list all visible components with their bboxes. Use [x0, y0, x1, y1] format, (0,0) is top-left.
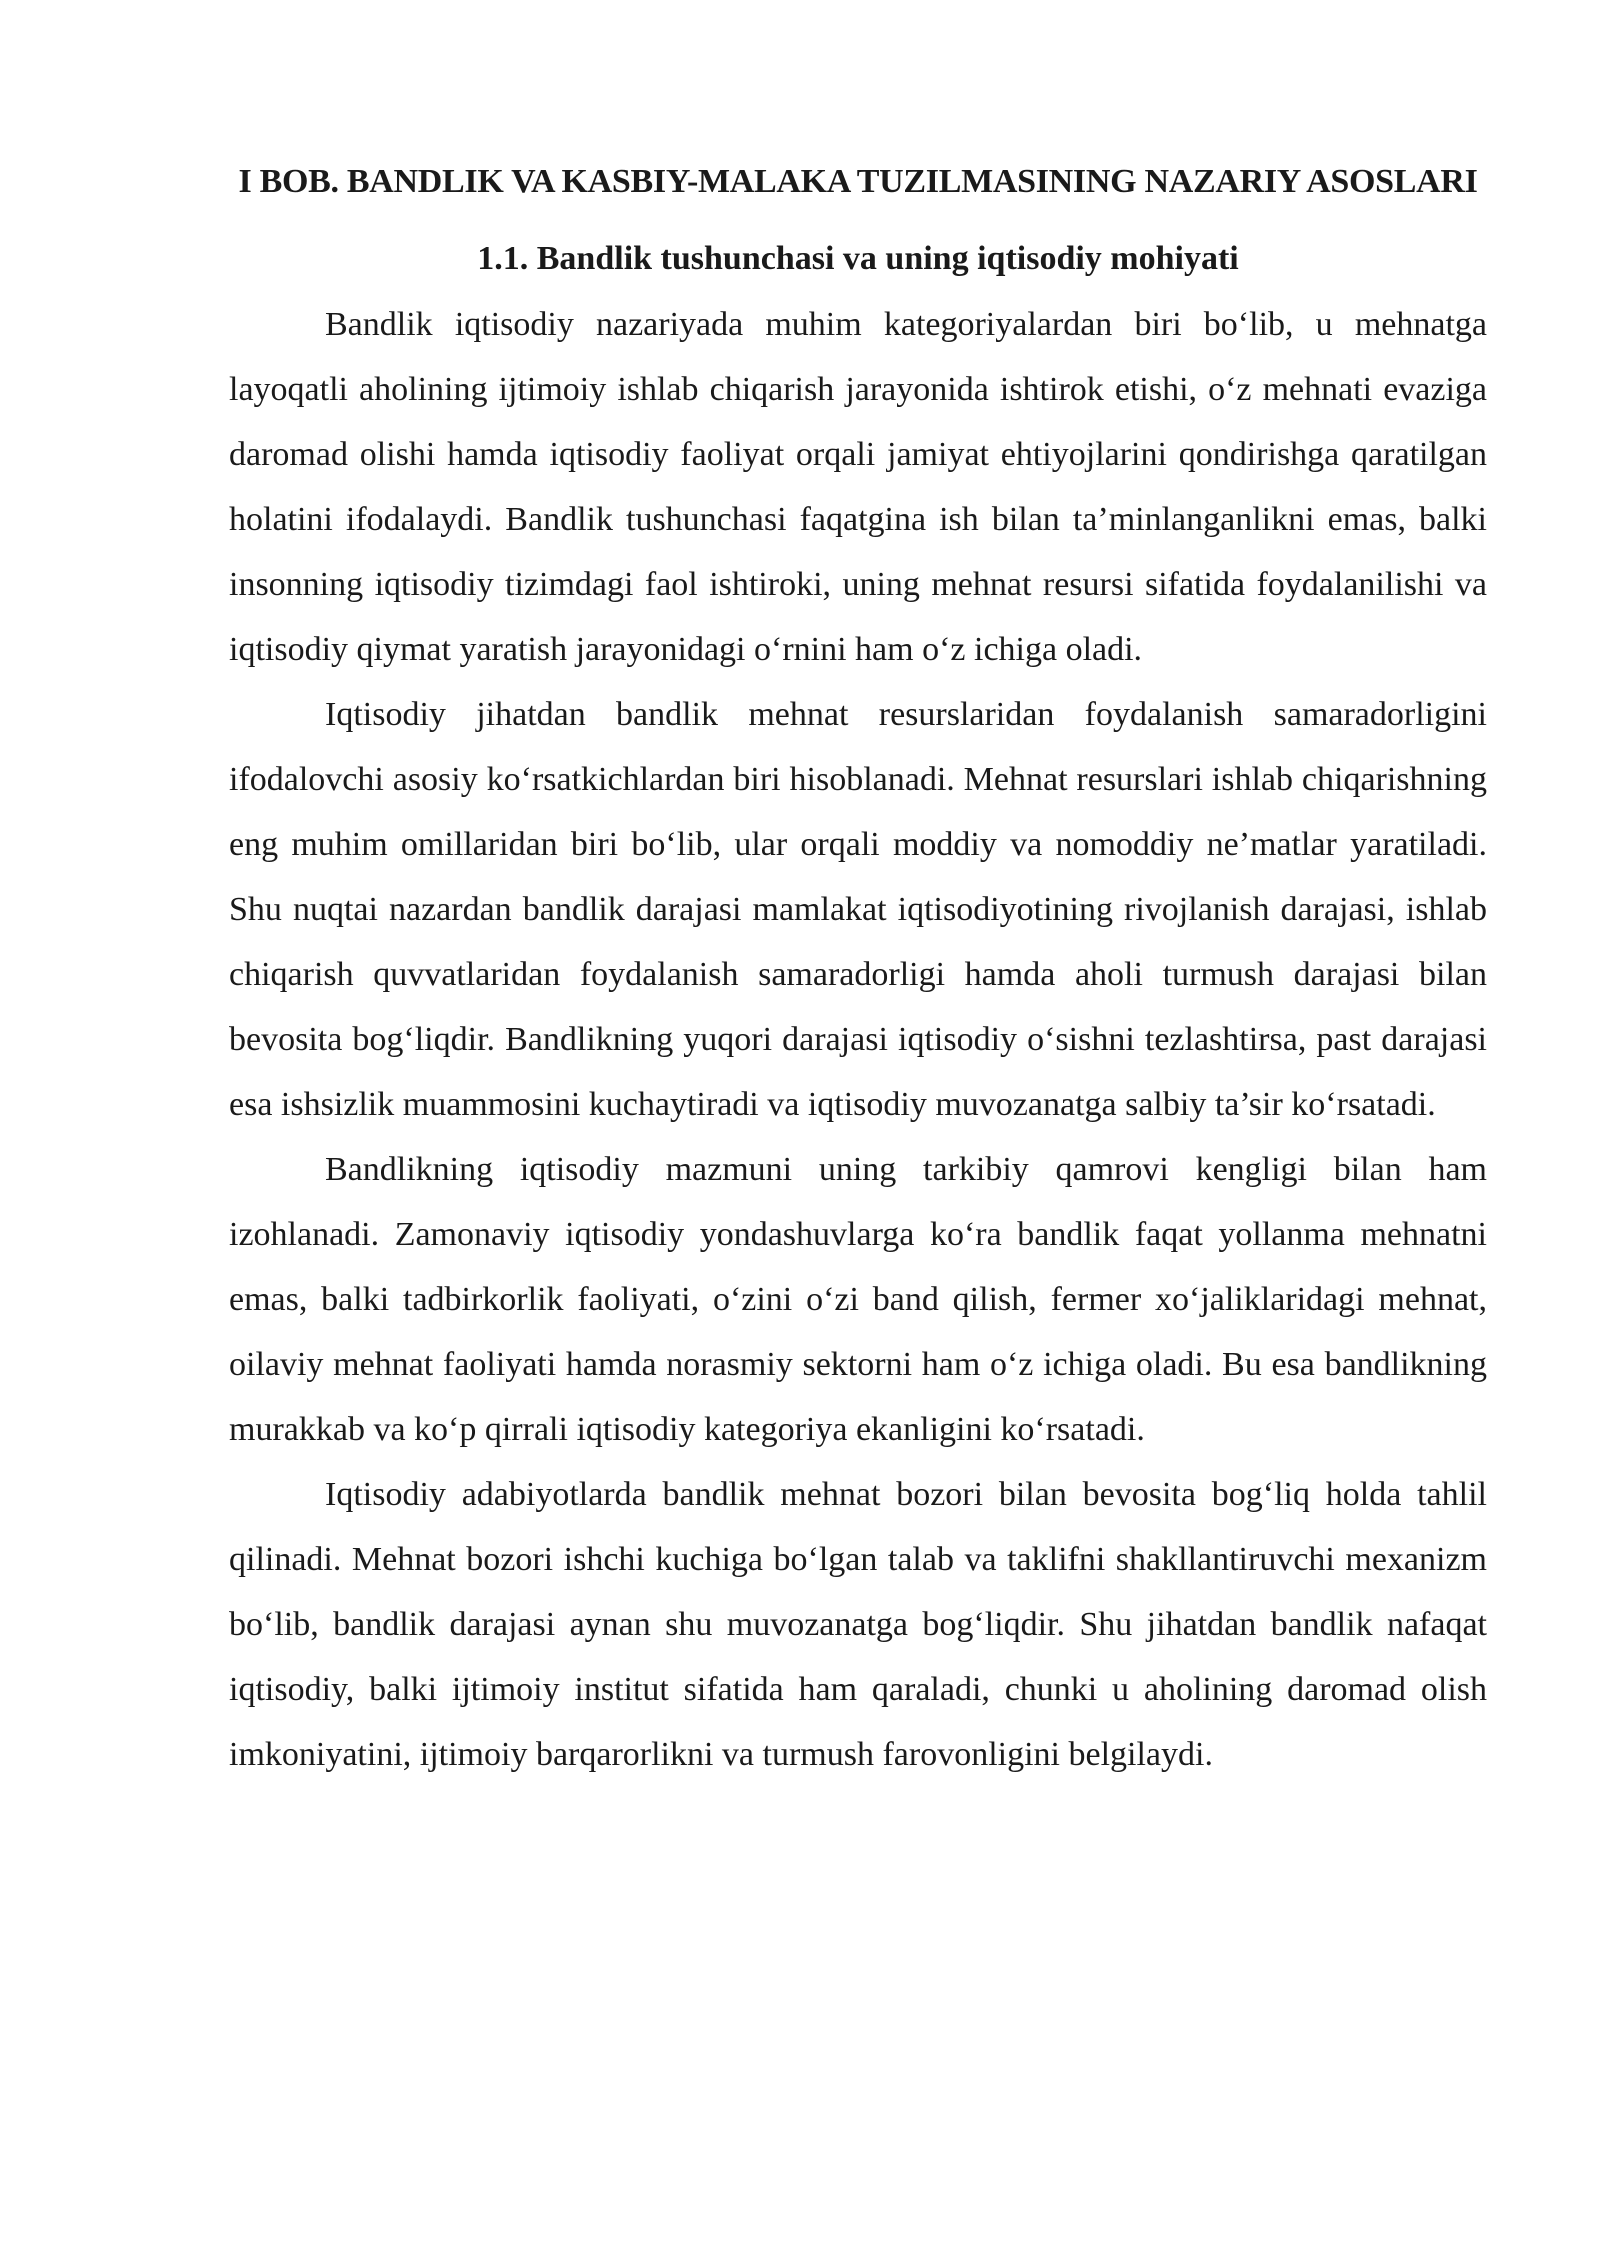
body-paragraph: Bandlikning iqtisodiy mazmuni uning tarkibiy qamrovi kengligi bilan ham izohlanadi. Zamonaviy iqtisodiy yondashuvlarga ko‘ra bandlik faqat yollanma mehnatni emas, balki tadbirkorlik faoliyati, o‘zini o‘zi band qilish, fermer xo‘jaliklaridagi mehnat, oilaviy mehnat faoliyati hamda norasmiy sektorni ham o‘z ichiga oladi. Bu esa bandlikning murakkab va ko‘p qirrali iqtisodiy kategoriya ekanligini ko‘rsatadi.: [229, 1151, 1487, 1448]
body-paragraph: Bandlik iqtisodiy nazariyada muhim kategoriyalardan biri bo‘lib, u mehnatga layoqatli aholining ijtimoiy ishlab chiqarish jarayonida ishtirok etishi, o‘z mehnati evaziga daromad olishi hamda iqtisodiy faoliyat orqali jamiyat ehtiyojlarini qondirishga qaratilgan holatini ifodalaydi. Bandlik tushunchasi faqatgina ish bilan ta’minlanganlikni emas, balki insonning iqtisodiy tizimdagi faol ishtiroki, uning mehnat resursi sifatida foydalanilishi va iqtisodiy qiymat yaratish jarayonidagi o‘rnini ham o‘z ichiga oladi.: [229, 306, 1487, 668]
body-paragraph: Iqtisodiy adabiyotlarda bandlik mehnat bozori bilan bevosita bog‘liq holda tahlil qilinadi. Mehnat bozori ishchi kuchiga bo‘lgan talab va taklifni shakllantiruvchi mexanizm bo‘lib, bandlik darajasi aynan shu muvozanatga bog‘liqdir. Shu jihatdan bandlik nafaqat iqtisodiy, balki ijtimoiy institut sifatida ham qaraladi, chunki u aholining daromad olish imkoniyatini, ijtimoiy barqarorlikni va turmush farovonligini belgilaydi.: [229, 1476, 1487, 1773]
page-content: [229, 148, 1487, 1787]
body-paragraph: Iqtisodiy jihatdan bandlik mehnat resurslaridan foydalanish samaradorligini ifodalovchi asosiy ko‘rsatkichlardan biri hisoblanadi. Mehnat resurslari ishlab chiqarishning eng muhim omillaridan biri bo‘lib, ular orqali moddiy va nomoddiy ne’matlar yaratiladi. Shu nuqtai nazardan bandlik darajasi mamlakat iqtisodiyotining rivojlanish darajasi, ishlab chiqarish quvvatlaridan foydalanish samaradorligi hamda aholi turmush darajasi bilan bevosita bog‘liqdir. Bandlikning yuqori darajasi iqtisodiy o‘sishni tezlashtirsa, past darajasi esa ishsizlik muammosini kuchaytiradi va iqtisodiy muvozanatga salbiy ta’sir ko‘rsatadi.: [229, 696, 1487, 1123]
chapter-title: I BOB. BANDLIK VA KASBIY-MALAKA TUZILMASINING NAZARIY ASOSLARI: [238, 163, 1478, 200]
section-title: 1.1. Bandlik tushunchasi va uning iqtisodiy mohiyati: [477, 240, 1239, 277]
